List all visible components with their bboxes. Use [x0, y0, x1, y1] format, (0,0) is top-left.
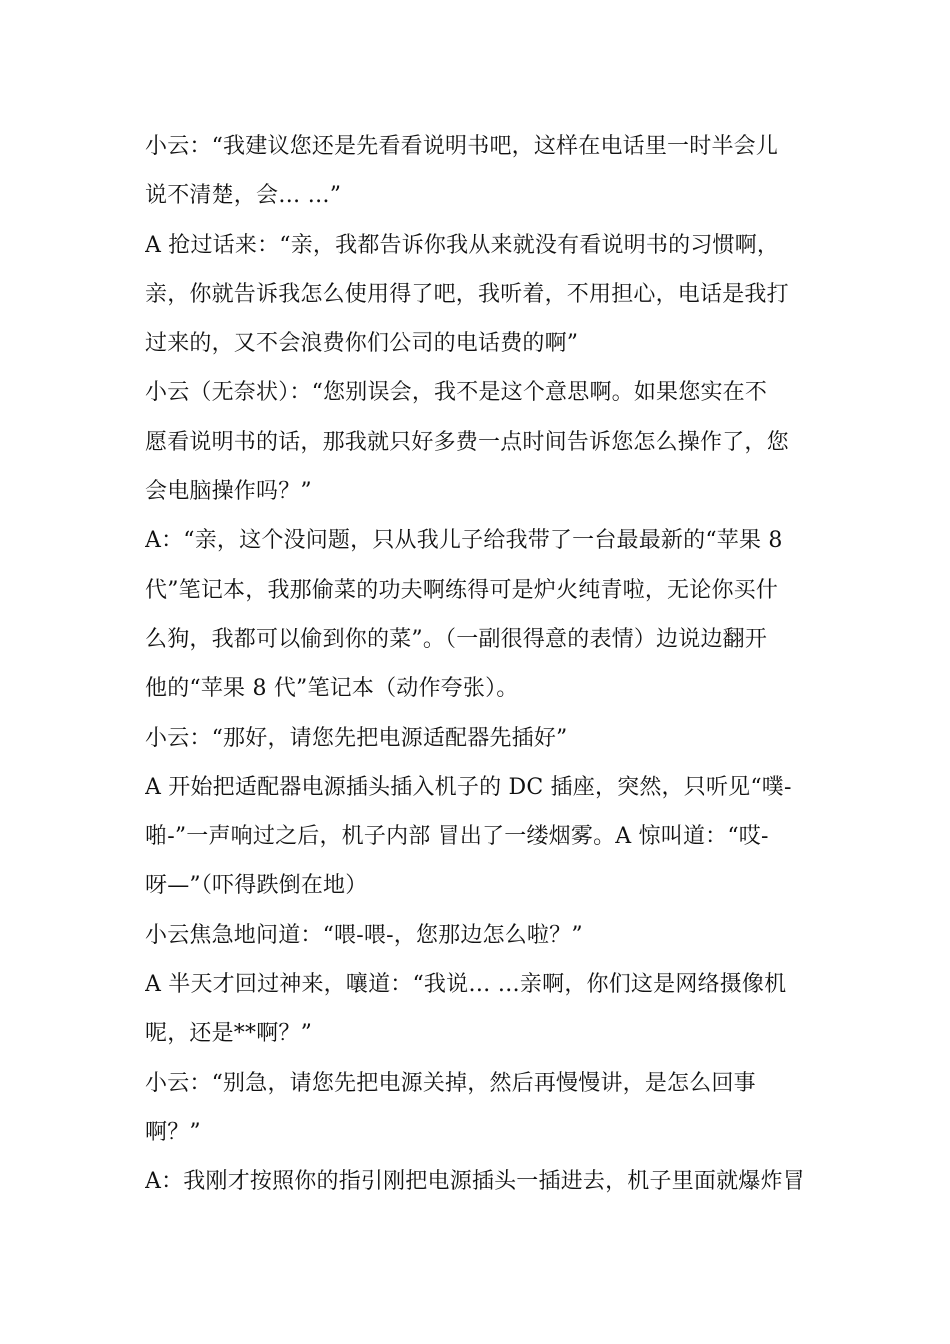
text-line: 过来的，又不会浪费你们公司的电话费的啊” — [145, 331, 579, 357]
text-line: A：我刚才按照你的指引刚把电源插头一插进去，机子里面就爆炸冒 — [145, 1169, 805, 1195]
text-line: A 开始把适配器电源插头插入机子的 DC 插座，突然，只听见“噗- — [145, 774, 792, 800]
text-line: 代”笔记本，我那偷菜的功夫啊练得可是炉火纯青啦，无论你买什 — [145, 577, 779, 603]
text-line: A：“亲，这个没问题，只从我儿子给我带了一台最最新的“苹果 8 — [145, 528, 783, 554]
text-line: 啊？” — [145, 1119, 201, 1145]
text-line: 小云：“那好，请您先把电源适配器先插好” — [145, 725, 568, 751]
text-line: 会电脑操作吗？” — [145, 479, 312, 505]
text-line: 么狗，我都可以偷到你的菜”。（一副很得意的表情）边说边翻开 — [145, 626, 768, 652]
text-line: A 抢过话来：“亲，我都告诉你我从来就没有看说明书的习惯啊， — [145, 232, 780, 258]
text-line: 小云（无奈状）：“您别误会，我不是这个意思啊。如果您实在不 — [145, 380, 768, 406]
text-line: 说不清楚，会… …” — [145, 183, 342, 209]
text-line: 啪-”一声响过之后，机子内部 冒出了一缕烟雾。A 惊叫道：“哎- — [145, 824, 769, 850]
text-line: 他的“苹果 8 代”笔记本（动作夸张）。 — [145, 676, 519, 702]
text-line: 愿看说明书的话，那我就只好多费一点时间告诉您怎么操作了，您 — [145, 429, 789, 455]
document-body — [145, 122, 807, 1207]
text-line: 小云焦急地问道：“喂-喂-，您那边怎么啦？” — [145, 922, 583, 948]
text-line: 呢，还是**啊？” — [145, 1021, 313, 1047]
text-line: 小云：“我建议您还是先看看说明书吧，这样在电话里一时半会儿 — [145, 134, 779, 159]
text-line: 亲，你就告诉我怎么使用得了吧，我听着，不用担心，电话是我打 — [145, 281, 789, 307]
text-line: A 半天才回过神来，嚷道：“我说… …亲啊，你们这是网络摄像机 — [145, 972, 787, 998]
text-line: 小云：“别急，请您先把电源关掉，然后再慢慢讲，是怎么回事 — [145, 1070, 756, 1096]
text-line: 呀—”（吓得跌倒在地） — [145, 873, 368, 899]
